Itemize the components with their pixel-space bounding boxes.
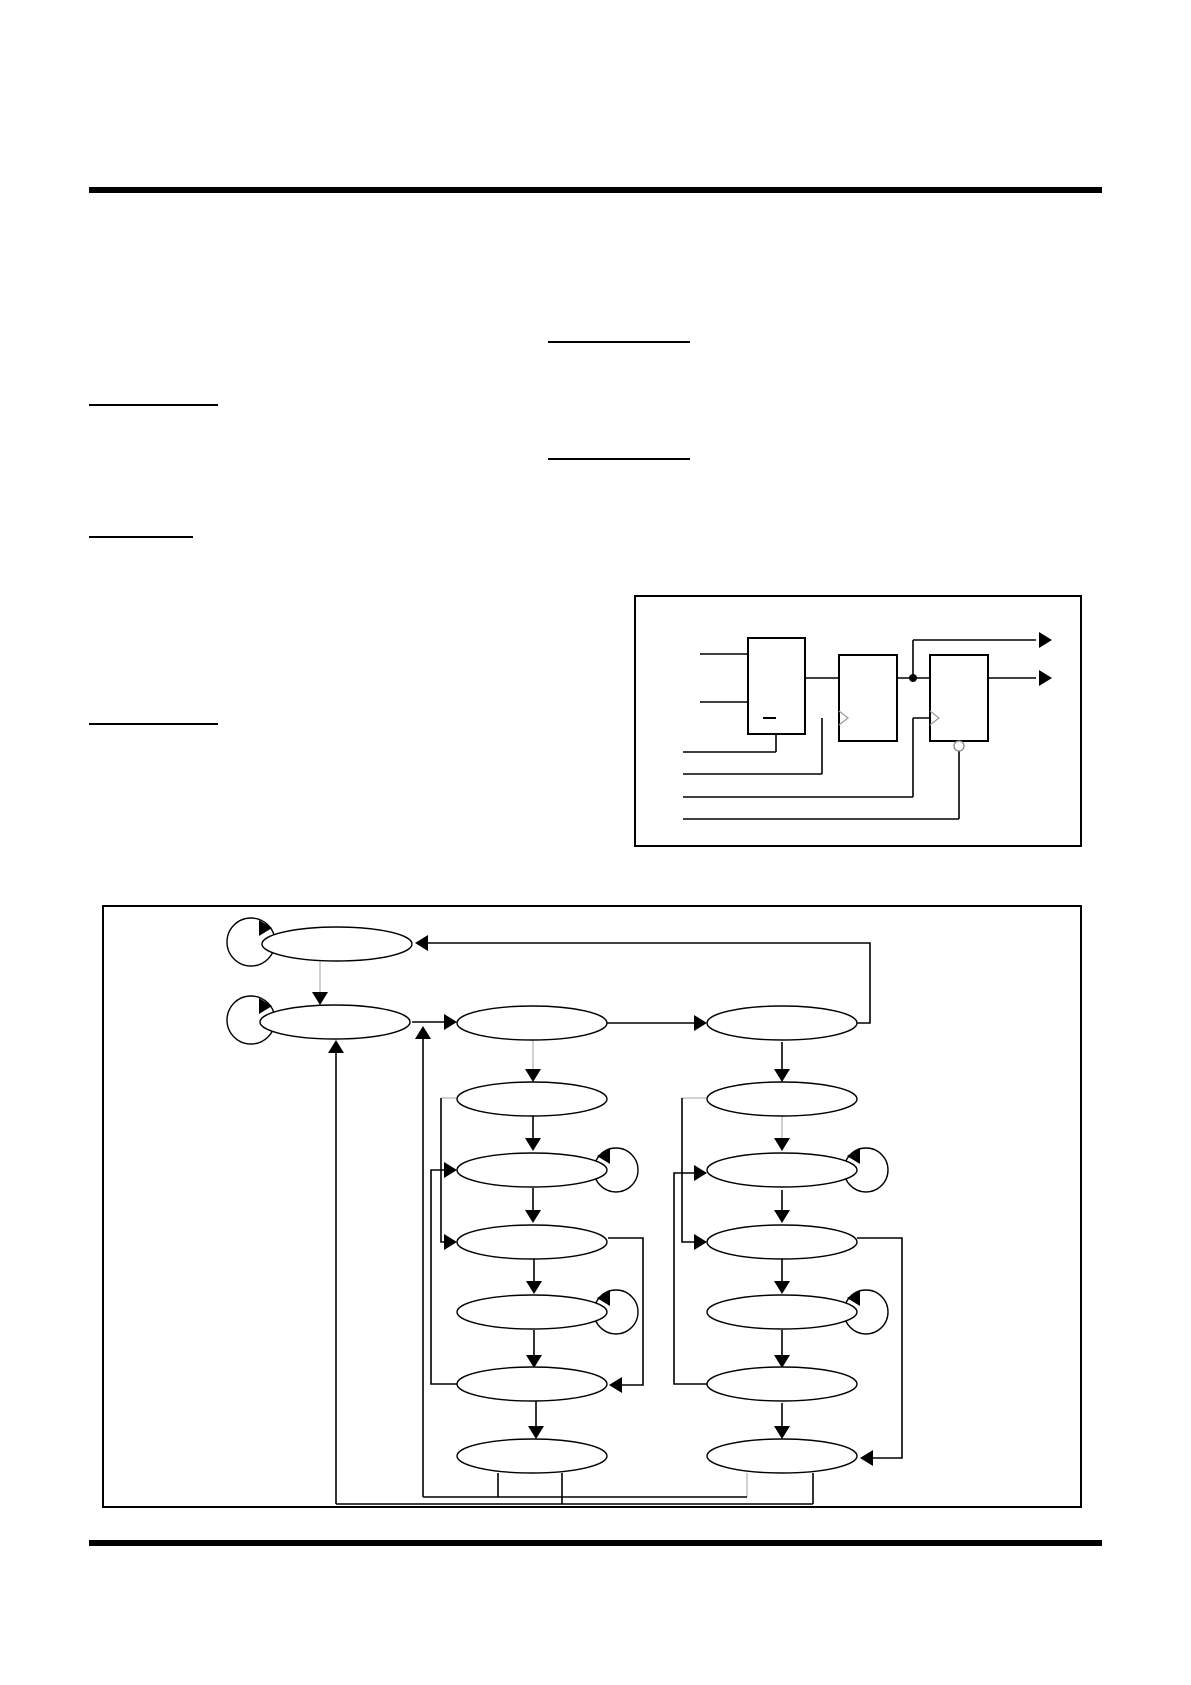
flipflop-block-3: [930, 655, 988, 741]
flipflop-block-1: [748, 638, 805, 734]
connector-arrowhead: [774, 1069, 790, 1082]
state-bubble-right-col-6: [707, 1367, 857, 1401]
underline-left-col-1: [89, 404, 218, 406]
state-bubble-right-col-4: [707, 1225, 857, 1259]
connector-arrowhead: [415, 935, 428, 951]
connector-arrowhead: [774, 1210, 790, 1223]
connector-arrowhead: [444, 1014, 457, 1030]
top-rule: [89, 187, 1102, 193]
connector-arrowhead: [328, 1040, 344, 1053]
state-bubble-right-col-5: [707, 1295, 857, 1329]
state-bubble-right-col-7: [707, 1439, 857, 1473]
inverter-bubble-icon: [954, 741, 964, 751]
state-bubbles: [260, 927, 857, 1473]
state-connector: [431, 1170, 457, 1384]
bottom-rule: [89, 1540, 1102, 1546]
connector-arrowhead: [444, 1234, 457, 1250]
connector-arrowhead: [774, 1281, 790, 1294]
state-connector: [857, 1238, 902, 1458]
state-bubble-right-col-1: [707, 1006, 857, 1040]
underline-left-col-2: [89, 536, 193, 538]
connector-arrowhead: [312, 992, 328, 1005]
flipflop-block-2: [839, 655, 897, 741]
connector-arrowhead: [774, 1355, 790, 1368]
state-self-loops: [227, 918, 888, 1334]
connector-arrowhead: [526, 1355, 542, 1368]
state-bubble-left-col-4: [457, 1225, 607, 1259]
state-bubble-idle-state: [260, 1005, 410, 1039]
circuit-figure: [635, 596, 1081, 846]
state-connector: [674, 1173, 707, 1384]
connector-arrowhead: [694, 1234, 707, 1250]
connector-arrowhead: [525, 1210, 541, 1223]
underline-right-col-2: [548, 458, 690, 460]
connector-arrowhead: [528, 1426, 544, 1439]
connector-arrowhead: [526, 1281, 542, 1294]
connector-arrowhead: [774, 1426, 790, 1439]
state-connector: [682, 1098, 694, 1242]
state-bubble-left-col-5: [457, 1295, 607, 1329]
connector-arrowhead: [444, 1162, 457, 1178]
heading-underlines: [89, 341, 690, 725]
underline-left-col-3: [89, 723, 218, 725]
output-arrowhead: [1039, 670, 1052, 686]
output-arrowhead: [1039, 632, 1052, 648]
underline-right-col-1: [548, 341, 690, 343]
connector-arrowhead: [694, 1165, 707, 1181]
connector-arrowhead: [525, 1069, 541, 1082]
state-bubble-left-col-6: [457, 1367, 607, 1401]
state-bubble-top-state: [262, 927, 412, 961]
connector-arrowhead: [609, 1377, 622, 1393]
connector-arrowhead: [525, 1138, 541, 1151]
state-bubble-left-col-2: [457, 1082, 607, 1116]
state-bubble-left-col-1: [457, 1006, 607, 1040]
state-bubble-right-col-2: [707, 1082, 857, 1116]
state-bubble-left-col-3: [457, 1153, 607, 1187]
page-rules: [89, 187, 1102, 1546]
state-bubble-left-col-7: [457, 1439, 607, 1473]
connector-arrowhead: [415, 1026, 431, 1039]
connector-arrowhead: [860, 1450, 873, 1466]
connector-arrowhead: [774, 1138, 790, 1151]
state-bubble-right-col-3: [707, 1153, 857, 1187]
junction-dot: [909, 674, 917, 682]
connector-arrowhead: [694, 1015, 707, 1031]
